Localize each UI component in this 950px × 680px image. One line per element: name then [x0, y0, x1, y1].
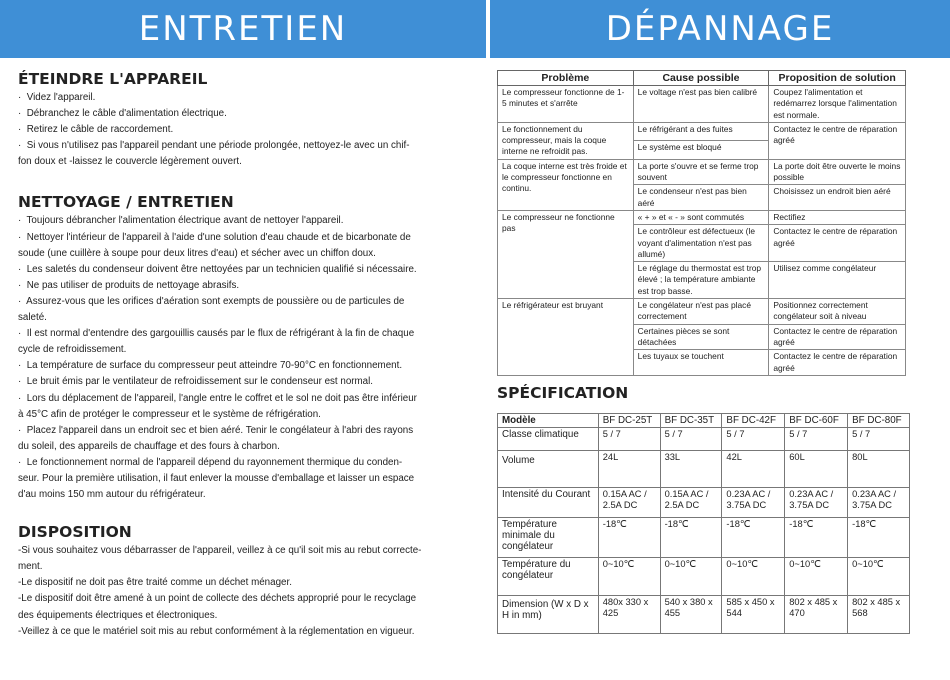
list-item: -Si vous souhaitez vous débarrasser de l'appareil, veillez à ce qu'il soit mis au rebut correcte- ment. — [18, 545, 422, 573]
troubleshooting-table — [497, 70, 906, 376]
list-item: · Nettoyer l'intérieur de l'appareil à l'aide d'une solution d'eau chaude et de bicarbonate de soude (une cuillère à soupe pour deux litres d'eau) et sécher avec un chiffon doux. — [18, 231, 411, 259]
solution-cell: Positionnez correctement congélateur soit à niveau — [769, 299, 906, 325]
spec-value: 0~10℃ — [722, 558, 785, 596]
table-row — [498, 299, 906, 325]
solution-cell: Rectifiez — [769, 210, 906, 224]
spec-value: 802 x 485 x 470 — [785, 596, 848, 634]
cause-cell: Certaines pièces se sont détachées — [633, 324, 769, 350]
solution-cell: La porte doit être ouverte le moins possible — [769, 159, 906, 185]
spec-value: -18℃ — [785, 518, 848, 558]
problem-cell: Le fonctionnement du compresseur, mais la coque interne ne refroidit pas. — [498, 122, 634, 159]
disposition-list — [18, 543, 464, 640]
list-item: · Il est normal d'entendre des gargouillis causés par le flux de réfrigérant à la fin de chaque cycle de refroidissement. — [18, 328, 415, 356]
banner-entretien — [0, 0, 486, 58]
spec-value: 5 / 7 — [785, 428, 848, 451]
table-row — [498, 86, 906, 123]
cause-cell: Le système est bloqué — [633, 141, 769, 159]
spec-value: 42L — [722, 451, 785, 488]
solution-cell: Choisissez un endroit bien aéré — [769, 185, 906, 211]
spec-value: 0~10℃ — [660, 558, 722, 596]
spec-model: BF DC-60F — [785, 414, 848, 428]
nettoyage-list — [18, 213, 464, 503]
solution-cell: Contactez le centre de réparation agréé — [769, 225, 906, 262]
spec-row-label: Classe climatique — [498, 428, 599, 451]
spec-row — [498, 451, 910, 488]
spec-value: 5 / 7 — [722, 428, 785, 451]
spec-value: 480x 330 x 425 — [598, 596, 660, 634]
spec-value: 80L — [848, 451, 910, 488]
solution-cell: Contactez le centre de réparation agréé — [769, 350, 906, 376]
spec-row — [498, 518, 910, 558]
spec-model: BF DC-42F — [722, 414, 785, 428]
cause-cell: Le congélateur n'est pas placé correctement — [633, 299, 769, 325]
list-item: -Le dispositif doit être amené à un point de collecte des déchets approprié pour le recyclage des équipements électriques et électroniques. — [18, 593, 417, 621]
cause-cell: « + » et « - » sont commutés — [633, 210, 769, 224]
spec-value: 5 / 7 — [598, 428, 660, 451]
spec-model: BF DC-80F — [848, 414, 910, 428]
list-item: · Ne pas utiliser de produits de nettoyage abrasifs. — [18, 279, 240, 291]
column-header-solution: Proposition de solution — [769, 71, 906, 86]
list-item: · Retirez le câble de raccordement. — [18, 124, 174, 136]
spec-value: 0~10℃ — [598, 558, 660, 596]
maintenance-column — [18, 68, 464, 640]
spec-value: 802 x 485 x 568 — [848, 596, 910, 634]
spec-value: 0.23A AC / 3.75A DC — [848, 488, 910, 518]
spec-row-label: Température du congélateur — [498, 558, 599, 596]
banner-depannage-title: DÉPANNAGE — [605, 9, 835, 49]
list-item: · Le bruit émis par le ventilateur de refroidissement sur le condenseur est normal. — [18, 376, 374, 388]
spec-value: 0.23A AC / 3.75A DC — [722, 488, 785, 518]
spec-header-label: Modèle — [498, 414, 599, 428]
spec-value: 540 x 380 x 455 — [660, 596, 722, 634]
table-row — [498, 210, 906, 224]
spec-value: -18℃ — [848, 518, 910, 558]
problem-cell: La coque interne est très froide et le compresseur fonctionne en continu. — [498, 159, 634, 210]
spec-model: BF DC-35T — [660, 414, 722, 428]
list-item: · Placez l'appareil dans un endroit sec et bien aéré. Tenir le congélateur à l'abri des rayons du soleil, des appareils de chauffage et des fours à charbon. — [18, 424, 414, 452]
spec-row — [498, 428, 910, 451]
solution-cell: Contactez le centre de réparation agréé — [769, 122, 906, 159]
list-item: · Lors du déplacement de l'appareil, l'angle entre le coffret et le sol ne doit pas être inférieur à 45°C afin de protéger le compresseur et le système de réfrigération. — [18, 392, 417, 420]
spec-row-label: Volume — [498, 451, 599, 488]
cause-cell: Le contrôleur est défectueux (le voyant d'alimentation n'est pas allumé) — [633, 225, 769, 262]
list-item: · Toujours débrancher l'alimentation électrique avant de nettoyer l'appareil. — [18, 215, 344, 227]
section-title-eteindre: ÉTEINDRE L'APPAREIL — [18, 70, 208, 88]
spec-value: 60L — [785, 451, 848, 488]
spec-value: -18℃ — [722, 518, 785, 558]
list-item: · Assurez-vous que les orifices d'aération sont exempts de poussière ou de particules de saleté. — [18, 295, 405, 324]
table-header-row — [498, 71, 906, 86]
spec-row — [498, 596, 910, 634]
solution-cell: Coupez l'alimentation et redémarrez lorsque l'alimentation est normale. — [769, 86, 906, 123]
spec-value: -18℃ — [660, 518, 722, 558]
spec-row-label: Intensité du Courant — [498, 488, 599, 518]
spec-value: 0.15A AC / 2.5A DC — [598, 488, 660, 518]
problem-cell: Le compresseur ne fonctionne pas — [498, 210, 634, 298]
spec-model: BF DC-25T — [598, 414, 660, 428]
problem-cell: Le compresseur fonctionne de 1-5 minutes et s'arrête — [498, 86, 634, 123]
column-header-probleme: Problème — [498, 71, 634, 86]
list-item: · Si vous n'utilisez pas l'appareil pendant une période prolongée, nettoyez-le avec un chif- fon doux et -laissez le couvercle légèrement ouvert. — [18, 140, 410, 168]
section-title-disposition: DISPOSITION — [18, 523, 132, 542]
table-row — [498, 122, 906, 140]
list-item: -Le dispositif ne doit pas être traité comme un déchet ménager. — [18, 577, 292, 589]
solution-cell: Contactez le centre de réparation agréé — [769, 324, 906, 350]
list-item: · Le fonctionnement normal de l'appareil dépend du rayonnement thermique du conden- seur. Pour la première utilisation, il faut enlever la mousse d'emballage et laisser un espace d'au moins 150 mm autour du réfrigérateur. — [18, 456, 415, 501]
banner-depannage — [490, 0, 950, 58]
column-header-cause: Cause possible — [633, 71, 769, 86]
cause-cell: Le réglage du thermostat est trop élevé ; la température ambiante est trop basse. — [633, 262, 769, 299]
spec-row-label: Dimension (W x D x H in mm) — [498, 596, 599, 634]
cause-cell: Les tuyaux se touchent — [633, 350, 769, 376]
spec-value: 585 x 450 x 544 — [722, 596, 785, 634]
spec-row-label: Température minimale du congélateur — [498, 518, 599, 558]
list-item: · Débranchez le câble d'alimentation électrique. — [18, 108, 227, 120]
eteindre-list — [18, 90, 464, 170]
list-item: · Les saletés du condenseur doivent être nettoyées par un technicien qualifié si nécessaire. — [18, 263, 417, 275]
section-title-specification: SPÉCIFICATION — [497, 384, 629, 402]
problem-cell: Le réfrigérateur est bruyant — [498, 299, 634, 376]
cause-cell: Le réfrigérant a des fuites — [633, 122, 769, 140]
spec-value: 5 / 7 — [848, 428, 910, 451]
spec-value: 5 / 7 — [660, 428, 722, 451]
list-item: · La température de surface du compresseur peut atteindre 70-90°C en fonctionnement. — [18, 360, 403, 372]
banner-entretien-title: ENTRETIEN — [138, 9, 348, 49]
solution-cell: Utilisez comme congélateur — [769, 262, 906, 299]
spec-row — [498, 488, 910, 518]
spec-value: 24L — [598, 451, 660, 488]
table-row — [498, 159, 906, 185]
spec-value: -18℃ — [598, 518, 660, 558]
spec-value: 0.23A AC / 3.75A DC — [785, 488, 848, 518]
cause-cell: La porte s'ouvre et se ferme trop souvent — [633, 159, 769, 185]
spec-value: 0.15A AC / 2.5A DC — [660, 488, 722, 518]
spec-row — [498, 558, 910, 596]
spec-value: 0~10℃ — [785, 558, 848, 596]
cause-cell: Le condenseur n'est pas bien aéré — [633, 185, 769, 211]
spec-value: 0~10℃ — [848, 558, 910, 596]
spec-value: 33L — [660, 451, 722, 488]
list-item: · Videz l'appareil. — [18, 92, 96, 103]
list-item: -Veillez à ce que le matériel soit mis au rebut conformément à la réglementation en vigueur. — [18, 625, 415, 637]
spec-header-row — [498, 414, 910, 428]
section-title-nettoyage: NETTOYAGE / ENTRETIEN — [18, 193, 234, 212]
specification-table — [497, 413, 910, 634]
cause-cell: Le voltage n'est pas bien calibré — [633, 86, 769, 123]
